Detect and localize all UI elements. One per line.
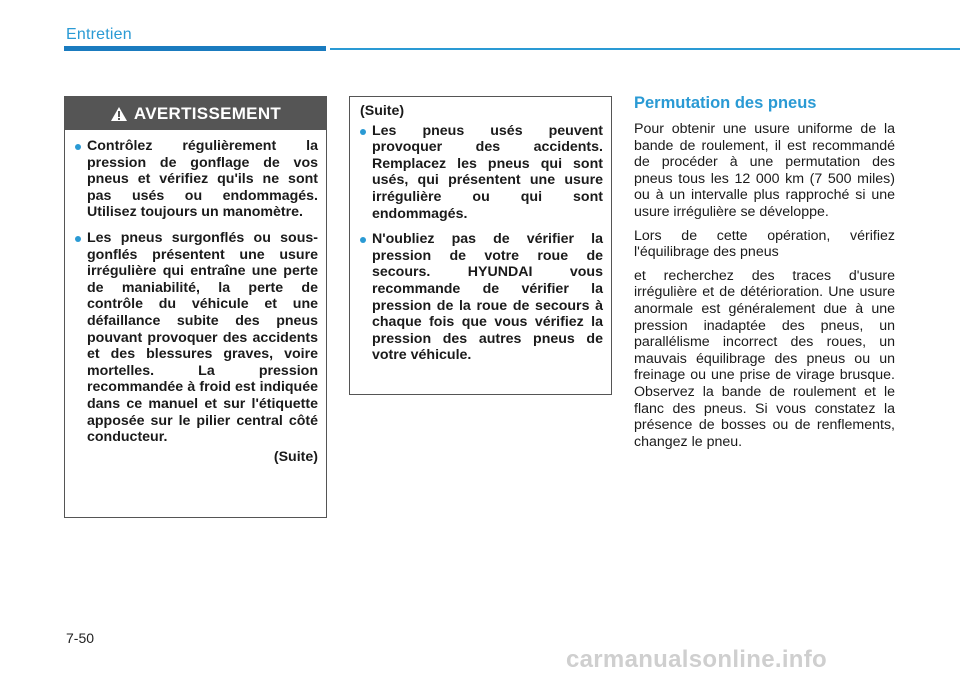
rotation-paragraph: Lors de cette opération, vérifiez l'équilibrage des pneus <box>634 227 895 261</box>
rotation-paragraph: Pour obtenir une usure uniforme de la bande de roulement, il est recommandé de procéder à une permutation des pneus tous les 12 000 km (7 500 miles) ou à un intervalle plus rapproché si une usure irrégulière se développe. <box>634 121 895 220</box>
section-title: Entretien <box>66 26 132 43</box>
continued-bullet-text: N'oubliez pas de vérifier la pression de votre roue de secours. HYUNDAI vous recommande de vérifier la pression de la roue de secours à chaque fois que vous vérifiez la pression des autres pneus de votre véhicule. <box>372 231 603 364</box>
watermark-text: carmanualsonline.info <box>566 646 828 673</box>
page-number: 7-50 <box>66 630 95 646</box>
warning-box <box>64 96 327 518</box>
warning-triangle-icon <box>110 106 128 122</box>
bullet-dot-icon <box>360 237 366 243</box>
bullet-dot-icon <box>360 129 366 135</box>
warning-title: AVERTISSEMENT <box>133 103 282 123</box>
bullet-dot-icon <box>75 236 81 242</box>
warning-body <box>65 130 326 465</box>
continued-bullet-text: Les pneus usés peuvent provoquer des accidents. Remplacez les pneus qui sont usés, qui présentent une usure irrégulière ou qui sont endommagés. <box>372 122 603 222</box>
rotation-paragraph: et recherchez des traces d'usure irrégulière et de détérioration. Une usure anormale est généralement due à une pression inadaptée des pneus, un parallélisme incorrect des roues, un mauvais équilibrage des pneus ou un freinage ou une prise de virage brusque. Observez la bande de roulement et le flanc des pneus. Si vous constatez la présence de bosses ou de renflements, changez le pneu. <box>634 267 895 450</box>
continued-body <box>350 97 611 364</box>
bullet-dot-icon <box>75 144 81 150</box>
warning-header <box>65 97 326 130</box>
header-rule-thin <box>330 48 960 50</box>
continued-label: (Suite) <box>273 448 318 465</box>
warning-bullet-text: Contrôlez régulièrement la pression de gonflage de vos pneus et vérifiez qu'ils ne sont pas usés ou endommagés. Utilisez toujours un manomètre. <box>87 138 318 221</box>
tire-rotation-heading: Permutation des pneus <box>634 94 817 112</box>
warning-bullet <box>75 138 318 221</box>
continued-box-label: (Suite) <box>360 103 405 119</box>
tire-rotation-section <box>634 94 895 457</box>
warning-bullet <box>75 230 318 446</box>
warning-bullet-text: Les pneus surgonflés ou sous-gonflés présentent une usure irrégulière qui entraîne une perte de maniabilité, la perte de contrôle du véhicule et une défaillance subite des pneus pouvant provoquer des accidents et des blessures graves, voire mortelles. La pression recommandée à froid est indiquée dans ce manuel et sur l'étiquette apposée sur le pilier central côté conducteur. <box>87 229 318 446</box>
continued-box <box>349 96 612 395</box>
continued-bullet <box>360 123 603 223</box>
continued-bullet <box>360 231 603 364</box>
header-rule-thick <box>64 46 326 51</box>
